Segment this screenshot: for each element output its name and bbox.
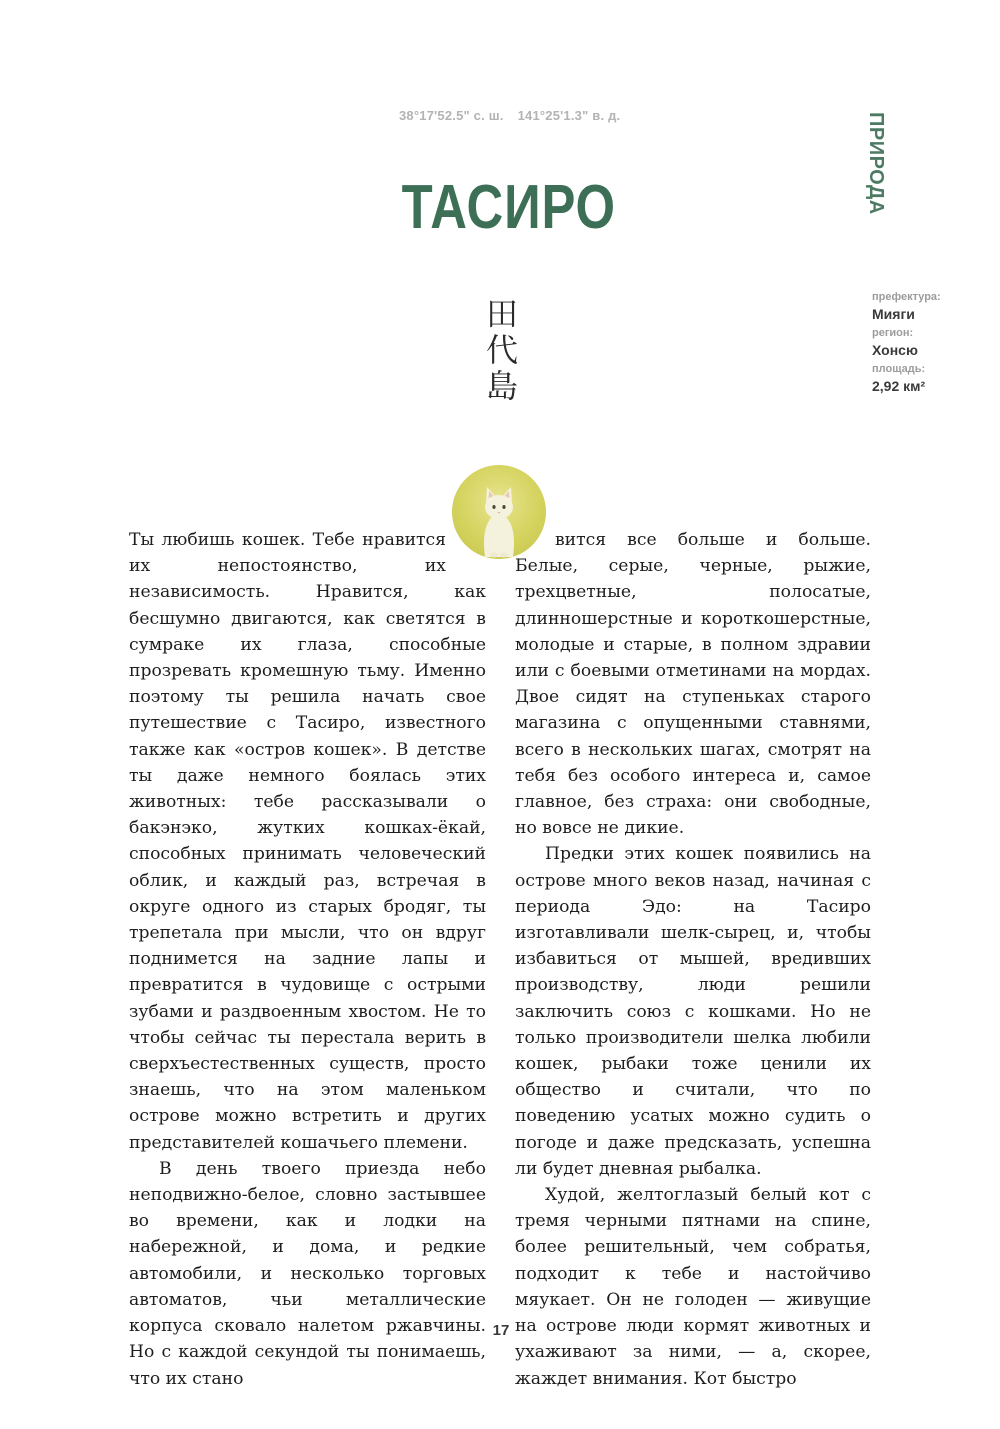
text-column-left	[129, 527, 486, 1392]
section-label-text: ПРИРОДА	[865, 112, 887, 215]
paragraph: Предки этих кошек появились на острове много веков назад, начиная с периода Эдо: на Тасиро изготавливали шелк-сырец, и, чтобы избавиться от мышей, вредивших производству, люди решили заключить союз с кошками. Но не только производители шелка любили кошек, рыбаки тоже ценили их общество и считали, что по поведению усатых можно судить о погоде и даже предсказать, успешна ли будет дневная рыбалка.	[515, 844, 871, 1179]
illustration-wrap-space	[515, 527, 555, 553]
coordinates	[399, 108, 620, 123]
paragraph: Худой, желтоглазый белый кот с тремя черными пятнами на спине, более решительный, чем собратья, подходит к тебе и настойчиво мяукает. Он не голоден — живущие на острове люди кормят животных и ухаживают за ними, — а, скорее, жаждет внимания. Кот быстро	[515, 1185, 871, 1389]
kanji-title: 田代島	[485, 295, 518, 405]
page-title: ТАСИРО	[401, 173, 616, 242]
page-number: 17	[492, 1322, 510, 1339]
area-label: площадь:	[872, 363, 926, 375]
region-value: Хонсю	[872, 342, 918, 358]
text-column-right	[515, 527, 871, 1392]
area-value: 2,92 км²	[872, 378, 926, 394]
paragraph: В день твоего приезда небо неподвижно-белое, словно застывшее во времени, как и лодки на набережной, и дома, и редкие автомобили, и несколько торговых автоматов, чьи металлические корпуса сковало налетом ржавчины. Но с каждой секундой ты понимаешь, что их стано	[129, 1158, 486, 1389]
coordinate-longitude: 141°25'1.3" в. д.	[517, 108, 621, 123]
prefecture-value: Мияги	[872, 306, 915, 322]
region-label: регион:	[872, 327, 914, 339]
paragraph: вится все больше и больше. Белые, серые, черные, рыжие, трехцветные, полосатые, длинношерстные и короткошерстные, молодые и старые, в полном здравии или с боевыми отметинами на мордах. Двое сидят на ступеньках старого магазина с опущенными ставнями, всего в нескольких шагах, смотрят на тебя без особого интереса и, самое главное, без страха: они свободные, но вовсе не дикие.	[515, 530, 871, 839]
paragraph: Ты любишь кошек. Тебе нравится их непостоянство, их независимость. Нравится, как бесшумно двигаются, как светятся в сумраке их глаза, способные прозревать кромешную тьму. Именно поэтому ты решила начать свое путешествие с Тасиро, известного также как «остров кошек». В детстве ты даже немного боялась этих животных: тебе рассказывали о бакэнэко, жутких кошках-ёкай, способных принимать человеческий облик, и каждый раз, встречая в округе одного из старых бродяг, ты трепетала при мысли, что он вдруг поднимется на задние лапы и превратится в чудовище с острыми зубами и раздвоенным хвостом. Не то чтобы сейчас ты перестала верить в сверхъестественных существ, просто знаешь, что на этом маленьком острове можно встретить и других представителей кошачьего племени.	[129, 530, 486, 1153]
section-label	[864, 112, 894, 215]
island-facts	[872, 290, 992, 398]
prefecture-label: префектура:	[872, 291, 941, 303]
illustration-wrap-space	[446, 527, 486, 579]
coordinate-latitude: 38°17'52.5" с. ш.	[399, 108, 504, 123]
